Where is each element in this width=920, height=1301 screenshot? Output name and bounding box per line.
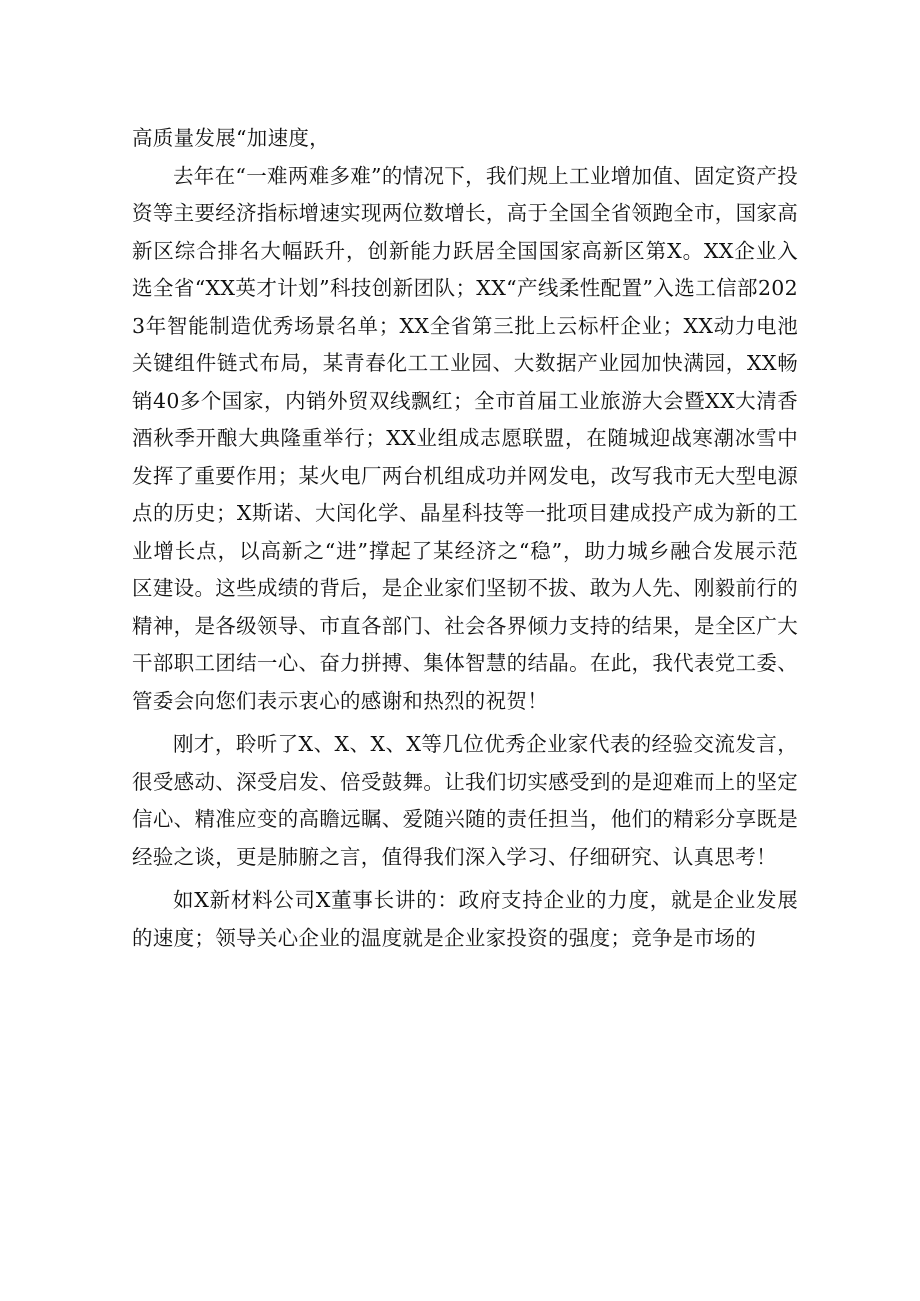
paragraph-1: 高质量发展“加速度， — [132, 126, 330, 150]
document-body — [132, 120, 798, 957]
paragraph-3: 刚才，聆听了X、X、X、X等几位优秀企业家代表的经验交流发言，很受感动、深受启发、倍受鼓舞。让我们切实感受到的是迎难而上的坚定信心、精准应变的高瞻远瞩、爱随兴随的责任担当，他们的精彩分享既是经验之谈，更是肺腑之言，值得我们深入学习、仔细研究、认真思考！ — [132, 732, 798, 869]
paragraph-4: 如X新材料公司X董事长讲的：政府支持企业的力度，就是企业发展的速度；领导关心企业的温度就是企业家投资的强度；竞争是市场的 — [132, 888, 798, 950]
paragraph-2: 去年在“一难两难多难”的情况下，我们规上工业增加值、固定资产投资等主要经济指标增速实现两位数增长，高于全国全省领跑全市，国家高新区综合排名大幅跃升，创新能力跃居全国国家高新区第X。XX企业入选全省“XX英才计划”科技创新团队；XX“产线柔性配置”入选工信部2023年智能制造优秀场景名单；XX全省第三批上云标杆企业；XX动力电池关键组件链式布局，某青春化工工业园、大数据产业园加快满园，XX畅销40多个国家，内销外贸双线飘红；全市首届工业旅游大会暨XX大清香酒秋季开酿大典隆重举行；XX业组成志愿联盟，在随城迎战寒潮冰雪中发挥了重要作用；某火电厂两台机组成功并网发电，改写我市无大型电源点的历史；X斯诺、大闰化学、晶星科技等一批项目建成投产成为新的工业增长点，以高新之“进”撑起了某经济之“稳”，助力城乡融合发展示范区建设。这些成绩的背后，是企业家们坚韧不拔、敢为人先、刚毅前行的精神，是各级领导、市直各部门、社会各界倾力支持的结果，是全区广大干部职工团结一心、奋力拼搏、集体智慧的结晶。在此，我代表党工委、管委会向您们表示衷心的感谢和热烈的祝贺！ — [132, 163, 798, 713]
